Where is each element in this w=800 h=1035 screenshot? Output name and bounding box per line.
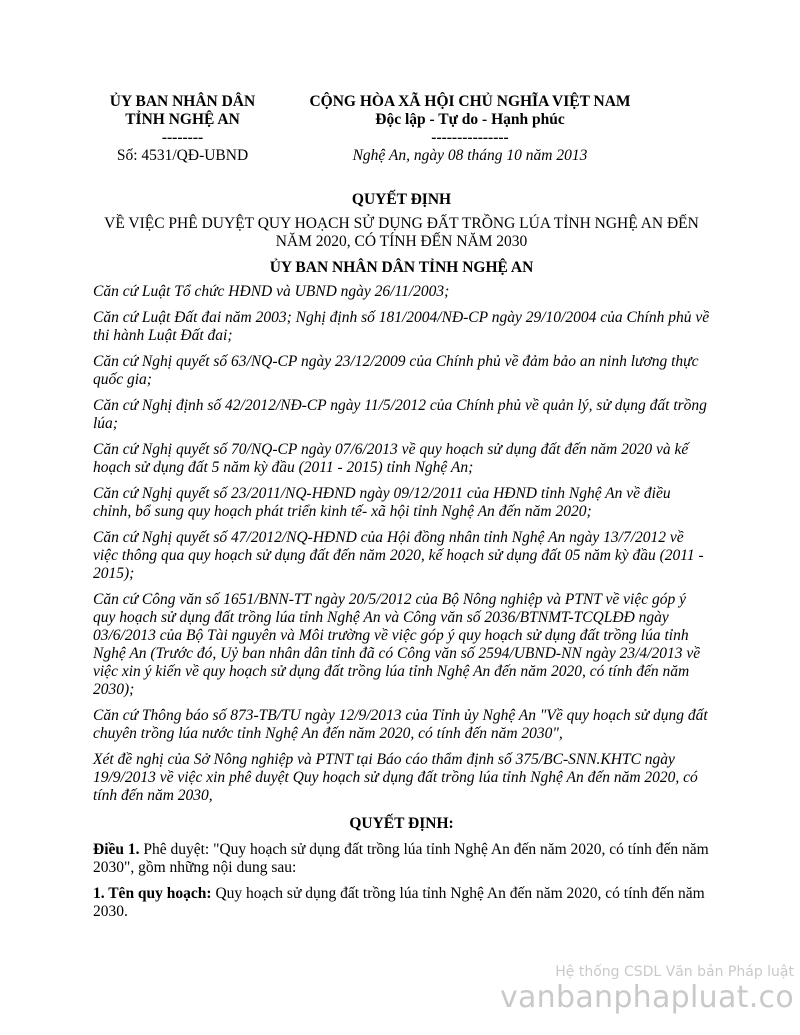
document-body (93, 191, 710, 929)
legal-basis-item: Xét đề nghị của Sở Nông nghiệp và PTNT tại Báo cáo thẩm định số 375/BC-SNN.KHTC ngày 19/9/2013 về việc xin phê duyệt Quy hoạch sử dụng đất trồng lúa tỉnh Nghệ An đến năm 2020, có tính đến năm 2030, (93, 751, 698, 804)
document-subtitle: VỀ VIỆC PHÊ DUYỆT QUY HOẠCH SỬ DỤNG ĐẤT TRỒNG LÚA TỈNH NGHỆ AN ĐẾN NĂM 2020, CÓ TÍNH ĐẾN NĂM 2030 (104, 215, 699, 250)
issuing-authority-heading: ỦY BAN NHÂN DÂN TỈNH NGHỆ AN (269, 259, 534, 276)
legal-basis-item: Căn cứ Thông báo số 873-TB/TU ngày 12/9/2013 của Tỉnh ủy Nghệ An "Về quy hoạch sử dụng đất chuyên trồng lúa nước tỉnh Nghệ An đến năm 2020, có tính đến năm 2030", (93, 707, 708, 742)
document-header (0, 93, 800, 173)
legal-basis-item: Căn cứ Nghị quyết số 63/NQ-CP ngày 23/12/2009 của Chính phủ về đảm bảo an ninh lương thực quốc gia; (93, 353, 699, 388)
national-title: CỘNG HÒA XÃ HỘI CHỦ NGHĨA VIỆT NAM (309, 93, 631, 110)
article-label: Điều 1. (93, 841, 140, 858)
legal-basis-item: Căn cứ Nghị quyết số 23/2011/NQ-HĐND ngày 09/12/2011 của HĐND tỉnh Nghệ An về điều chỉnh, bổ sung quy hoạch phát triển kinh tế- xã hội tỉnh Nghệ An đến năm 2020; (93, 485, 671, 520)
national-title-block (285, 93, 655, 165)
article-1 (93, 841, 710, 877)
right-divider: --------------- (431, 129, 509, 146)
document-number: Số: 4531/QĐ-UBND (116, 147, 249, 164)
issue-date: Nghệ An, ngày 08 tháng 10 năm 2013 (352, 147, 588, 164)
legal-basis-item: Căn cứ Nghị định số 42/2012/NĐ-CP ngày 11/5/2012 của Chính phủ về quản lý, sử dụng đất trồng lúa; (93, 397, 707, 432)
authority-name-line2: TỈNH NGHỆ AN (125, 111, 240, 128)
legal-basis-list (93, 283, 710, 805)
national-motto: Độc lập - Tự do - Hạnh phúc (375, 111, 565, 128)
watermark-caption: Hệ thống CSDL Văn bản Pháp luật (555, 964, 794, 980)
article-text: Quy hoạch sử dụng đất trồng lúa tỉnh Nghệ An đến năm 2020, có tính đến năm 2030. (93, 885, 705, 920)
watermark-domain: vanbanphapluat.co (499, 980, 794, 1015)
issuing-authority-block (80, 93, 285, 165)
article-label: 1. Tên quy hoạch: (93, 885, 212, 902)
left-divider: -------- (161, 129, 204, 146)
legal-basis-item: Căn cứ Nghị quyết số 47/2012/NQ-HĐND của Hội đồng nhân tỉnh Nghệ An ngày 13/7/2012 về việc thông qua quy hoạch sử dụng đất đến năm 2020, kế hoạch sử dụng đất 05 năm kỳ đầu (2011 - 2015); (93, 529, 704, 582)
legal-basis-item: Căn cứ Nghị quyết số 70/NQ-CP ngày 07/6/2013 về quy hoạch sử dụng đất đến năm 2020 và kế hoạch sử dụng đất 5 năm kỳ đầu (2011 - 2015) tỉnh Nghệ An; (93, 441, 689, 476)
article-text: Phê duyệt: "Quy hoạch sử dụng đất trồng lúa tỉnh Nghệ An đến năm 2020, có tính đến năm 2030", gồm những nội dung sau: (93, 841, 709, 876)
document-title: QUYẾT ĐỊNH (351, 191, 452, 208)
legal-basis-item: Căn cứ Luật Đất đai năm 2003; Nghị định số 181/2004/NĐ-CP ngày 29/10/2004 của Chính phủ về thi hành Luật Đất đai; (93, 309, 710, 344)
authority-name-line1: ỦY BAN NHÂN DÂN (109, 93, 256, 110)
article-1-item-1 (93, 885, 710, 921)
site-watermark (500, 963, 794, 1015)
legal-basis-item: Căn cứ Công văn số 1651/BNN-TT ngày 20/5/2012 của Bộ Nông nghiệp và PTNT về việc góp ý quy hoạch sử dụng đất trồng lúa tỉnh Nghệ An và Công văn số 2036/BTNMT-TCQLĐĐ ngày 03/6/2013 của Bộ Tài nguyên và Môi trường về việc góp ý quy hoạch sử dụng đất trồng lúa tỉnh Nghệ An (Trước đó, Uỷ ban nhân dân tỉnh đã có Công văn số 2594/UBND-NN ngày 23/4/2013 về việc xin ý kiến về quy hoạch sử dụng đất trồng lúa tỉnh Nghệ An đến năm 2020, có tính đến năm 2030); (93, 591, 701, 698)
legal-basis-item: Căn cứ Luật Tổ chức HĐND và UBND ngày 26/11/2003; (93, 283, 450, 300)
decision-heading: QUYẾT ĐỊNH: (349, 815, 454, 832)
